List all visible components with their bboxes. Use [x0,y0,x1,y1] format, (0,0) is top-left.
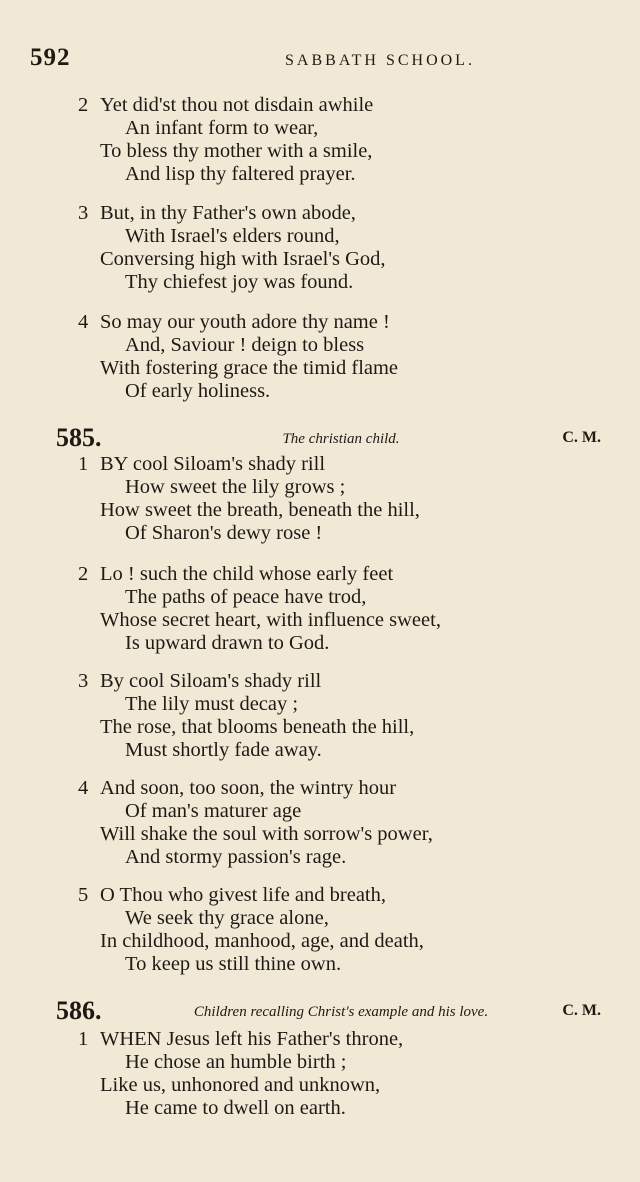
hymn-title: The christian child. [282,431,400,447]
verse-number: 1 [78,453,89,475]
verse-line: By cool Siloam's shady rill [100,670,322,692]
verse-number: 2 [78,563,89,585]
page-header [30,44,610,80]
verse-line: The lily must decay ; [125,693,299,715]
verse-line: Lo ! such the child whose early feet [100,563,394,585]
verse-line: An infant form to wear, [125,117,319,139]
hymn-number: 586. [56,996,102,1025]
hymn-title: Children recalling Christ's example and his love. [193,1004,489,1020]
verse-line: And stormy passion's rage. [125,846,347,868]
verse-line: Conversing high with Israel's God, [100,248,386,270]
verse-line: Like us, unhonored and unknown, [100,1074,381,1096]
verse-line: He came to dwell on earth. [125,1097,346,1119]
verse-line: And, Saviour ! deign to bless [125,334,365,356]
verse-4-continued [78,311,620,403]
verse-number: 3 [78,670,89,692]
verse-line: So may our youth adore thy name ! [100,311,390,333]
page-number: 592 [30,44,71,71]
verse-line: And lisp thy faltered prayer. [125,163,356,185]
hymn-585-verse-5 [78,884,620,976]
verse-line: He chose an humble birth ; [125,1051,347,1073]
verse-line: O Thou who givest life and breath, [100,884,386,906]
verse-line: Yet did'st thou not disdain awhile [100,94,374,116]
hymn-585-verse-2 [78,563,620,655]
verse-line: WHEN Jesus left his Father's throne, [100,1028,404,1050]
verse-line: To bless thy mother with a smile, [100,140,373,162]
verse-number: 5 [78,884,89,906]
verse-line: With fostering grace the timid flame [100,357,399,379]
verse-line: In childhood, manhood, age, and death, [100,930,424,952]
running-head: SABBATH SCHOOL. [285,52,475,69]
verse-line: With Israel's elders round, [125,225,340,247]
verse-number: 4 [78,311,89,333]
verse-line: How sweet the breath, beneath the hill, [100,499,420,521]
verse-line: Thy chiefest joy was found. [125,271,354,293]
hymn-585-verse-1 [78,453,620,545]
hymn-meter: C. M. [562,429,601,446]
verse-number: 1 [78,1028,89,1050]
verse-line: Of man's maturer age [125,800,302,822]
verse-number: 3 [78,202,89,224]
verse-2-continued [78,94,620,186]
hymn-number: 585. [56,423,102,452]
verse-line: How sweet the lily grows ; [125,476,346,498]
verse-number: 2 [78,94,89,116]
verse-3-continued [78,202,620,294]
hymn-586-heading [56,996,601,1026]
verse-line: Is upward drawn to God. [125,632,330,654]
verse-line: To keep us still thine own. [125,953,342,975]
hymn-586-verse-1 [78,1028,620,1120]
hymn-meter: C. M. [562,1002,601,1019]
verse-line: Whose secret heart, with influence sweet, [100,609,441,631]
verse-line: Will shake the soul with sorrow's power, [100,823,433,845]
verse-line: And soon, too soon, the wintry hour [100,777,397,799]
verse-line: BY cool Siloam's shady rill [100,453,326,475]
verse-line: Of early holiness. [125,380,271,402]
verse-line: We seek thy grace alone, [125,907,329,929]
hymn-585-verse-4 [78,777,620,869]
verse-number: 4 [78,777,89,799]
verse-line: But, in thy Father's own abode, [100,202,356,224]
verse-line: The paths of peace have trod, [125,586,367,608]
hymn-585-verse-3 [78,670,620,762]
verse-line: Must shortly fade away. [125,739,322,761]
verse-line: Of Sharon's dewy rose ! [125,522,323,544]
verse-line: The rose, that blooms beneath the hill, [100,716,415,738]
hymn-585-heading [56,423,601,453]
